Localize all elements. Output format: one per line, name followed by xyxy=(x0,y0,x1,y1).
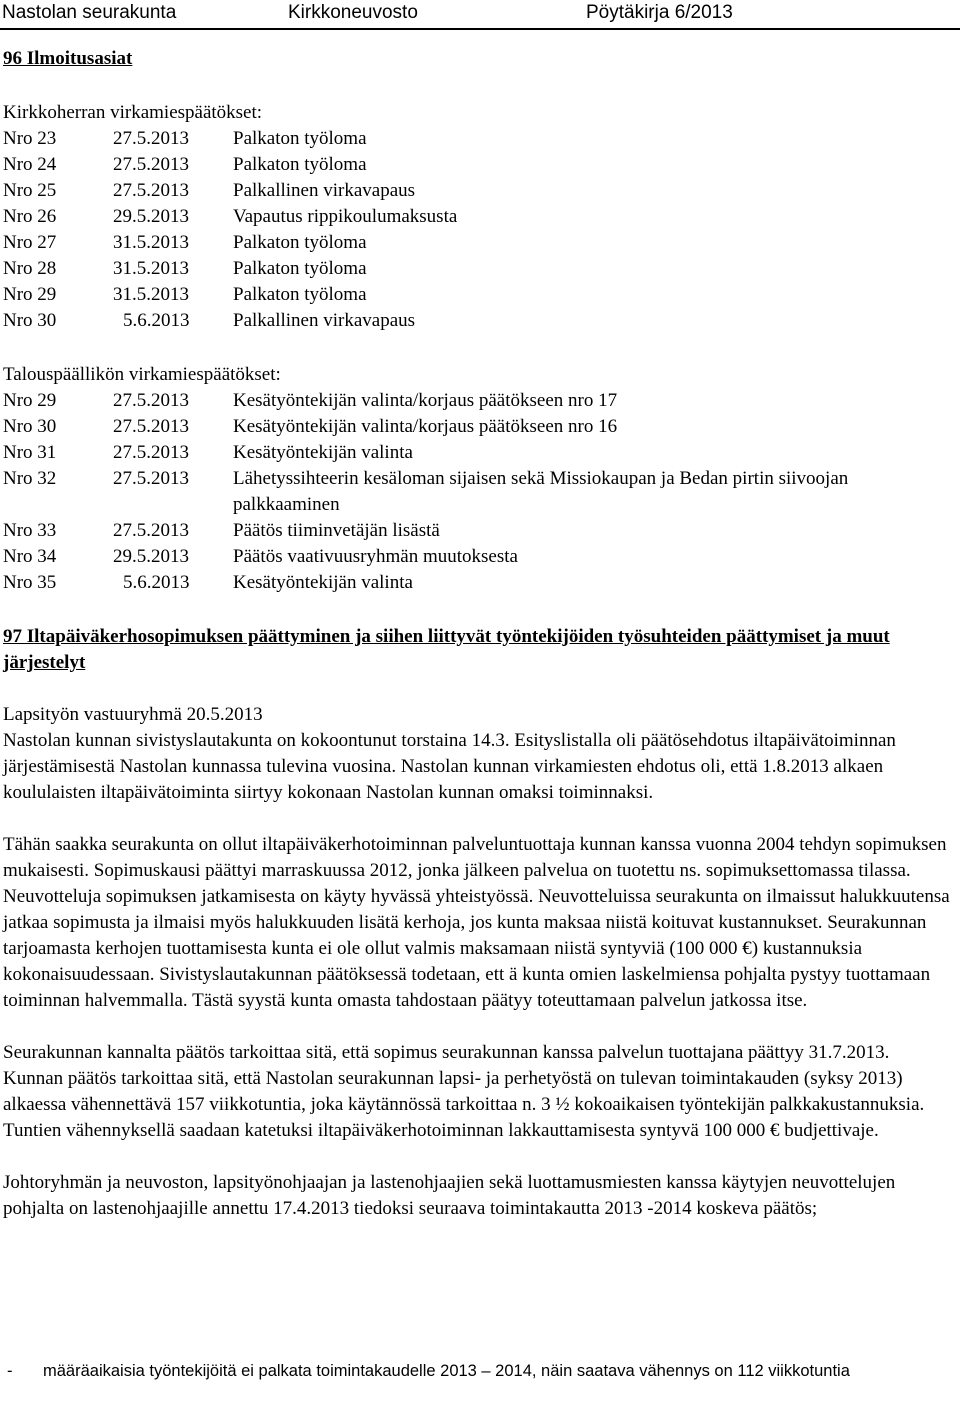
decision-date: 27.5.2013 xyxy=(113,442,189,463)
decision-number: Nro 24 xyxy=(3,154,57,175)
paragraph-3: Seurakunnan kannalta päätös tarkoittaa sitä, että sopimus seurakunnan kanssa palvelun tuottajana päättyy 31.7.2013. Kunnan päätös tarkoittaa sitä, että Nastolan seurakunnan lapsi- ja perhetyöstä on tulevan toimintakauden (syksy 2013) alkaessa vähennettävä 157 viikkotuntia, joka käytännössä tarkoittaa n. 3 ½ kokoaikaisen työntekijän palkkakustannuksia. Tuntien vähennyksellä saadaan katetuksi iltapäiväkerhotoiminnan lakkauttamisesta syntyvä 100 000 € budjettivaje. xyxy=(3,1042,925,1141)
decision-description: Vapautus rippikoulumaksusta xyxy=(233,206,458,227)
decision-number: Nro 30 xyxy=(3,416,57,437)
decision-description: Palkaton työloma xyxy=(233,128,367,149)
decision-date: 29.5.2013 xyxy=(113,546,189,567)
table-row xyxy=(3,414,953,440)
decision-description: Kesätyöntekijän valinta xyxy=(233,442,413,463)
decision-description: Palkallinen virkavapaus xyxy=(233,310,416,331)
decision-number: Nro 31 xyxy=(3,442,57,463)
decision-date: 27.5.2013 xyxy=(113,390,189,411)
table-row xyxy=(3,256,953,282)
document-body xyxy=(3,46,953,1222)
table-row xyxy=(3,230,953,256)
kirkkoherra-decisions-list xyxy=(3,126,953,334)
decision-number: Nro 25 xyxy=(3,180,57,201)
decision-description: Päätös vaativuusryhmän muutoksesta xyxy=(233,546,518,567)
decision-number: Nro 33 xyxy=(3,520,57,541)
decision-description: Lähetyssihteerin kesäloman sijaisen sekä Missiokaupan ja Bedan pirtin siivoojan palkkaaminen xyxy=(233,468,849,515)
decision-date: 29.5.2013 xyxy=(113,206,189,227)
decision-date: 31.5.2013 xyxy=(113,232,189,253)
paragraph-4: Johtoryhmän ja neuvoston, lapsityönohjaajan ja lastenohjaajien sekä luottamusmiesten kanssa käytyjen neuvottelujen pohjalta on lastenohjaajille annettu 17.4.2013 tiedoksi seuraava toimintakautta 2013 -2014 koskeva päätös; xyxy=(3,1172,896,1219)
decision-description: Päätös tiiminvetäjän lisästä xyxy=(233,520,440,541)
decision-number: Nro 32 xyxy=(3,468,57,489)
decision-number: Nro 23 xyxy=(3,128,57,149)
list-item xyxy=(3,1360,953,1382)
table-row xyxy=(3,126,953,152)
decision-description: Palkaton työloma xyxy=(233,154,367,175)
paragraph-2: Tähän saakka seurakunta on ollut iltapäiväkerhotoiminnan palveluntuottaja kunnan kanssa vuonna 2004 tehdyn sopimuksen mukaisesti. Sopimuskausi päättyi marraskuussa 2012, jonka jälkeen palvelua on tuotettu ns. sopimuksettomassa tilassa. Neuvotteluja sopimuksen jatkamisesta on käyty hyvässä yhteistyössä. Neuvotteluissa seurakunta on ilmaissut halukkuutensa jatkaa sopimusta ja ilmaisi myös halukkuuden lisätä kerhoja, jos kunta maksaa niistä koituvat kustannukset. Seurakunnan tarjoamasta kerhojen tuottamisesta kunta ei ole ollut valmis maksamaan niistä syntyviä (100 000 €) kustannuksia kokonaisuudessaan. Sivistyslautakunnan päätöksessä todetaan, ett ä kunta omien laskelmiensa pohjalta pystyy tuottamaan toiminnan halvemmalla. Tästä syystä kunta omasta tahdostaan päätyy toteuttamaan palvelun jatkossa itse. xyxy=(3,834,950,1011)
table-row xyxy=(3,282,953,308)
header-body: Kirkkoneuvosto xyxy=(288,2,418,23)
decision-date: 31.5.2013 xyxy=(113,284,189,305)
decision-description: Palkaton työloma xyxy=(233,232,367,253)
decision-number: Nro 26 xyxy=(3,206,57,227)
decision-date: 5.6.2013 xyxy=(123,572,190,593)
table-row xyxy=(3,388,953,414)
decision-description: Kesätyöntekijän valinta xyxy=(233,572,413,593)
decision-number: Nro 35 xyxy=(3,572,57,593)
table-row xyxy=(3,466,953,518)
decision-number: Nro 30 xyxy=(3,310,57,331)
decision-date: 27.5.2013 xyxy=(113,520,189,541)
section-96-title: 96 Ilmoitusasiat xyxy=(3,48,133,69)
table-row xyxy=(3,570,953,596)
table-row xyxy=(3,204,953,230)
decision-description: Palkaton työloma xyxy=(233,284,367,305)
header-organization: Nastolan seurakunta xyxy=(2,2,177,23)
bullet-text: määräaikaisia työntekijöitä ei palkata toimintakaudelle 2013 – 2014, näin saatava vähennys on 112 viikkotuntia xyxy=(43,1362,850,1380)
paragraph-meeting-reference: Lapsityön vastuuryhmä 20.5.2013 xyxy=(3,704,263,725)
talous-decisions-list xyxy=(3,388,953,596)
decision-number: Nro 27 xyxy=(3,232,57,253)
decision-number: Nro 29 xyxy=(3,284,57,305)
decision-date: 27.5.2013 xyxy=(113,416,189,437)
table-row xyxy=(3,308,953,334)
kirkkoherra-decisions-label: Kirkkoherran virkamiespäätökset: xyxy=(3,102,263,123)
section-97-title: 97 Iltapäiväkerhosopimuksen päättyminen ja siihen liittyvät työntekijöiden työsuhteiden päättymiset ja muut järjestelyt xyxy=(3,626,890,673)
decision-date: 27.5.2013 xyxy=(113,128,189,149)
talous-decisions-label: Talouspäällikön virkamiespäätökset: xyxy=(3,364,281,385)
decision-date: 27.5.2013 xyxy=(113,180,189,201)
decision-number: Nro 34 xyxy=(3,546,57,567)
page-header xyxy=(0,0,960,30)
table-row xyxy=(3,178,953,204)
decision-description: Kesätyöntekijän valinta/korjaus päätökseen nro 16 xyxy=(233,416,618,437)
bullet-dash: - xyxy=(7,1362,13,1380)
decision-date: 27.5.2013 xyxy=(113,154,189,175)
decision-description: Palkallinen virkavapaus xyxy=(233,180,416,201)
table-row xyxy=(3,152,953,178)
decision-number: Nro 28 xyxy=(3,258,57,279)
decision-date: 27.5.2013 xyxy=(113,468,189,489)
table-row xyxy=(3,544,953,570)
table-row xyxy=(3,440,953,466)
decision-number: Nro 29 xyxy=(3,390,57,411)
decision-description: Kesätyöntekijän valinta/korjaus päätökseen nro 17 xyxy=(233,390,618,411)
paragraph-1: Nastolan kunnan sivistyslautakunta on kokoontunut torstaina 14.3. Esityslistalla oli päätösehdotus iltapäivätoiminnan järjestämisestä Nastolan kunnassa tulevina vuosina. Nastolan kunnan virkamiesten ehdotus oli, että 1.8.2013 alkaen koululaisten iltapäivätoiminta siirtyy kokonaan Nastolan kunnan omaksi toiminnaksi. xyxy=(3,730,896,803)
decision-date: 31.5.2013 xyxy=(113,258,189,279)
table-row xyxy=(3,518,953,544)
decision-date: 5.6.2013 xyxy=(123,310,190,331)
decision-description: Palkaton työloma xyxy=(233,258,367,279)
header-document-id: Pöytäkirja 6/2013 xyxy=(586,2,733,23)
